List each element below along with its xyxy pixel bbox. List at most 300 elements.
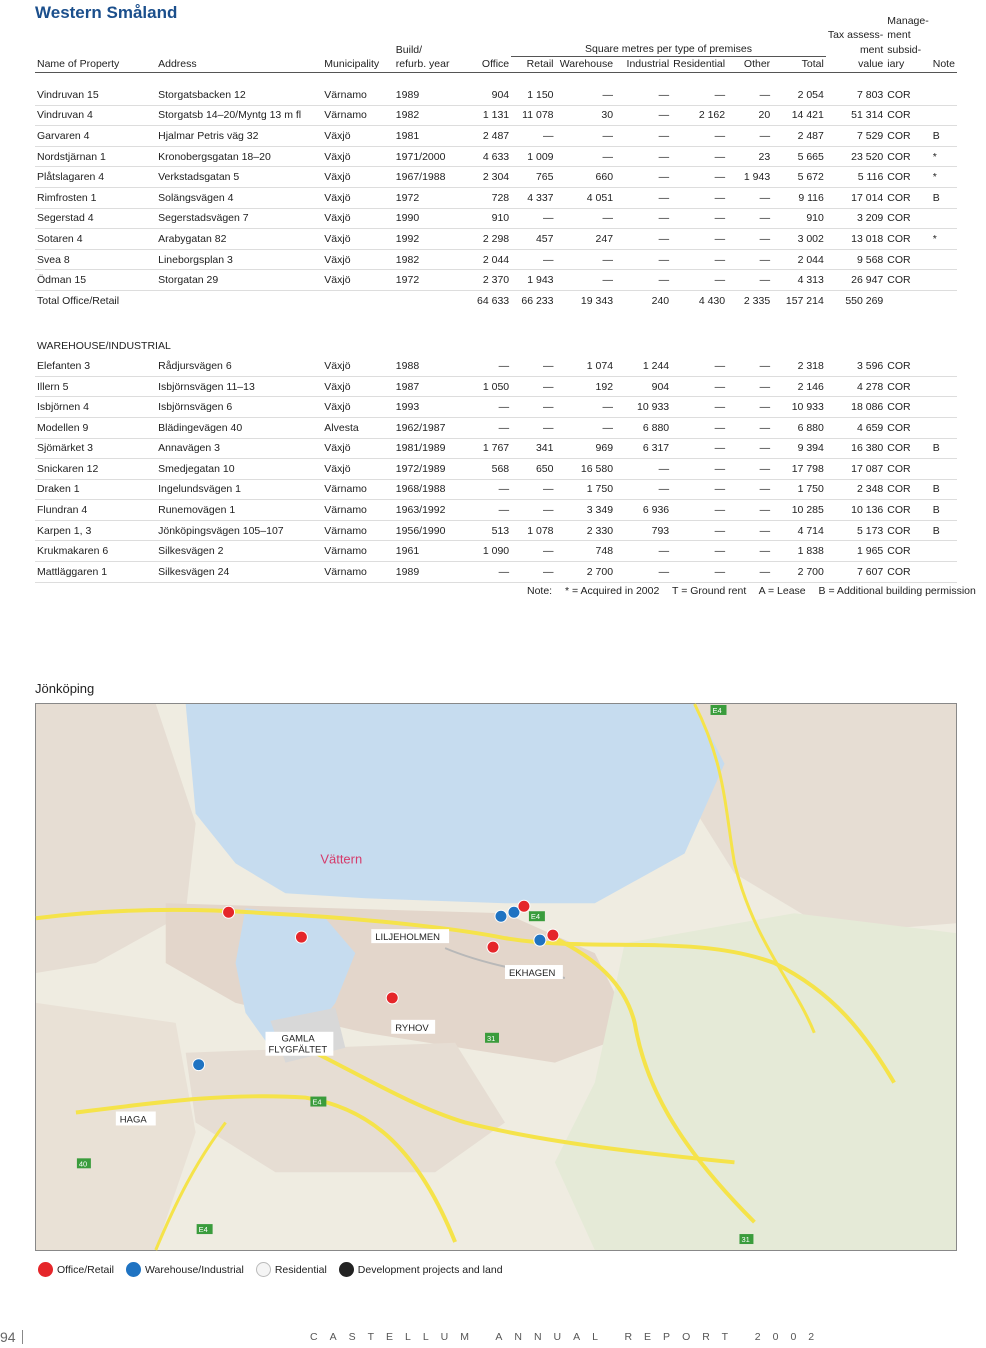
header-build-year: refurb. year [394,57,462,73]
section-header-row [35,335,957,356]
total-row [35,290,957,311]
table-cell: — [671,146,727,167]
table-cell: — [511,397,555,418]
marker-office[interactable] [223,906,235,918]
table-row [35,187,957,208]
header-industrial: Industrial [615,57,671,73]
table-cell: 1989 [394,562,462,583]
table-cell: Sotaren 4 [35,229,156,250]
table-row [35,479,957,500]
total-cell: 64 633 [477,294,510,307]
svg-text:31: 31 [487,1033,496,1043]
table-cell: Illern 5 [35,376,156,397]
table-cell: 9 116 [772,187,826,208]
table-cell: — [671,85,727,106]
marker-office[interactable] [547,929,559,941]
header-mgmt-1: Manage- [887,15,929,27]
table-cell: Växjö [322,229,394,250]
table-cell: 4 714 [772,520,826,541]
table-cell: 910 [462,208,511,229]
table-cell: COR [885,187,930,208]
table-cell: Hjalmar Petris väg 32 [156,126,322,147]
table-cell: Silkesvägen 24 [156,562,322,583]
table-cell: — [556,249,616,270]
table-cell: — [556,208,616,229]
table-cell: 2 054 [772,85,826,106]
table-cell: — [727,376,772,397]
table-cell: 1 150 [511,85,555,106]
table-cell: 1988 [394,356,462,377]
table-cell: — [462,356,511,377]
table-cell: Mattläggaren 1 [35,562,156,583]
table-cell: — [615,126,671,147]
table-cell: 3 349 [556,500,616,521]
marker-warehouse[interactable] [193,1059,205,1071]
table-cell: 5 173 [826,520,885,541]
table-cell: — [727,562,772,583]
table-cell: — [727,208,772,229]
table-header [35,14,957,73]
marker-office[interactable] [487,941,499,953]
note-legend [527,585,986,597]
table-cell: — [511,126,555,147]
table-cell: 1987 [394,376,462,397]
header-name: Name of Property [35,57,156,73]
table-cell: — [727,500,772,521]
table-cell: — [671,356,727,377]
table-row [35,376,957,397]
table-cell: — [615,229,671,250]
table-cell [931,562,957,583]
table-cell: Nordstjärnan 1 [35,146,156,167]
table-cell: 4 313 [772,270,826,291]
table-cell: 30 [556,105,616,126]
header-residential: Residential [671,57,727,73]
table-cell: 1967/1988 [394,167,462,188]
table-cell: Runemovägen 1 [156,500,322,521]
table-cell: 7 529 [826,126,885,147]
jonkoping-map [35,703,957,1251]
table-cell: 3 596 [826,356,885,377]
marker-office[interactable] [295,931,307,943]
svg-text:40: 40 [78,1159,88,1169]
table-cell: Plåtslagaren 4 [35,167,156,188]
table-cell: — [511,208,555,229]
table-cell: — [556,397,616,418]
table-cell: Växjö [322,438,394,459]
table-cell: 13 018 [826,229,885,250]
table-cell: COR [885,208,930,229]
table-cell: 2 318 [772,356,826,377]
table-cell: 9 568 [826,249,885,270]
table-row [35,270,957,291]
road-sign-e4-3 [310,1097,326,1107]
header-municipality: Municipality [322,57,394,73]
table-cell: 341 [511,438,555,459]
table-cell: Smedjegatan 10 [156,459,322,480]
table-cell: 17 087 [826,459,885,480]
legend-warehouse-dot [126,1262,141,1277]
table-row [35,126,957,147]
table-cell: — [615,459,671,480]
label-liljeholmen: LILJEHOLMEN [375,932,441,944]
table-cell: 4 659 [826,417,885,438]
note-ground-rent: T = Ground rent [672,585,747,597]
note-building-permission: B = Additional building permission [818,585,976,597]
table-cell: 1972 [394,270,462,291]
road-sign-e4-4 [197,1224,213,1234]
table-cell: — [671,541,727,562]
table-cell: COR [885,249,930,270]
table-cell: — [671,417,727,438]
table-cell: 1 131 [462,105,511,126]
table-cell: — [671,562,727,583]
table-cell: — [727,397,772,418]
table-cell: — [511,562,555,583]
table-cell: — [462,397,511,418]
svg-text:31: 31 [741,1235,750,1245]
table-cell: — [671,167,727,188]
table-cell: Lineborgsplan 3 [156,249,322,270]
table-cell: Karpen 1, 3 [35,520,156,541]
table-cell: 650 [511,459,555,480]
marker-warehouse[interactable] [495,910,507,922]
table-cell: COR [885,126,930,147]
table-cell: 10 285 [772,500,826,521]
table-cell: — [615,105,671,126]
table-cell: — [727,438,772,459]
table-cell: COR [885,167,930,188]
table-cell: — [727,270,772,291]
table-cell: — [727,356,772,377]
svg-text:E4: E4 [198,1225,208,1235]
table-cell: — [511,356,555,377]
table-cell: Växjö [322,167,394,188]
table-cell: B [931,126,957,147]
table-cell: 1962/1987 [394,417,462,438]
table-cell: — [511,500,555,521]
table-cell: 7 803 [826,85,885,106]
table-cell: 2 044 [772,249,826,270]
label-vattern: Vättern [320,851,363,867]
table-cell: 11 078 [511,105,555,126]
table-cell: — [727,520,772,541]
table-cell: 17 798 [772,459,826,480]
table-cell: Värnamo [322,105,394,126]
page-number-rule [22,1330,23,1344]
table-cell: — [671,187,727,208]
table-cell: 2 044 [462,249,511,270]
table-row [35,167,957,188]
table-cell: * [931,146,957,167]
table-cell: 969 [556,438,616,459]
header-mgmt-4: iary [885,57,930,73]
table-cell: Modellen 9 [35,417,156,438]
table-cell: — [511,376,555,397]
road-sign-e4-2 [529,911,545,921]
section-header: WAREHOUSE/INDUSTRIAL [37,340,171,353]
table-cell: — [615,541,671,562]
total-cell: 2 335 [743,294,771,307]
table-cell: 3 002 [772,229,826,250]
table-cell: 4 051 [556,187,616,208]
table-cell: COR [885,85,930,106]
header-mgmt-3: subsid- [887,43,922,56]
map-caption: Jönköping [35,681,95,696]
note-acquired: * = Acquired in 2002 [565,585,660,597]
table-cell: COR [885,146,930,167]
table-cell: 16 580 [556,459,616,480]
table-cell: 14 421 [772,105,826,126]
table-cell: — [511,249,555,270]
table-cell: 2 487 [462,126,511,147]
footer-report-title: CASTELLUM ANNUAL REPORT 2002 [310,1331,827,1343]
table-cell: 1 750 [772,479,826,500]
table-cell: — [615,249,671,270]
table-cell: COR [885,105,930,126]
table-cell: 1981 [394,126,462,147]
table-row [35,356,957,377]
table-cell: COR [885,479,930,500]
table-cell: 10 136 [826,500,885,521]
table-cell: Värnamo [322,500,394,521]
table-cell: B [931,500,957,521]
legend-residential: Residential [256,1262,327,1277]
table-cell: Jönköpingsvägen 105–107 [156,520,322,541]
table-cell: 10 933 [772,397,826,418]
table-cell [931,376,957,397]
table-cell: 1 838 [772,541,826,562]
table-cell: Värnamo [322,85,394,106]
table-cell: 2 370 [462,270,511,291]
page-number: 94 [0,1329,16,1345]
table-cell: — [556,146,616,167]
table-cell: Växjö [322,146,394,167]
svg-text:E4: E4 [712,705,722,715]
table-cell: — [615,187,671,208]
table-cell: 904 [615,376,671,397]
note-label: Note: [527,585,553,597]
lake-vattern [186,704,725,903]
table-cell: 5 672 [772,167,826,188]
table-cell [931,541,957,562]
table-cell: — [671,270,727,291]
table-cell: COR [885,417,930,438]
table-cell: — [511,479,555,500]
table-cell: COR [885,356,930,377]
table-cell: B [931,438,957,459]
table-cell: 1971/2000 [394,146,462,167]
table-cell: 20 [727,105,772,126]
table-cell: Växjö [322,459,394,480]
table-cell: Krukmakaren 6 [35,541,156,562]
table-cell: — [462,562,511,583]
table-cell: — [671,397,727,418]
table-cell: Växjö [322,356,394,377]
table-cell: — [556,126,616,147]
table-cell: 2 304 [462,167,511,188]
label-gamla: GAMLA [281,1033,315,1045]
map-svg [36,704,956,1250]
table-cell: Elefanten 3 [35,356,156,377]
table-cell: B [931,520,957,541]
legend-warehouse: Warehouse/Industrial [126,1262,244,1277]
table-cell: COR [885,459,930,480]
table-cell: 2 146 [772,376,826,397]
table-cell: Storgatsbacken 12 [156,85,322,106]
table-cell: 457 [511,229,555,250]
table-cell [931,208,957,229]
page-title: Western Småland [35,3,178,22]
table-cell: — [462,417,511,438]
road-sign-31-1 [485,1033,499,1043]
table-cell: 1968/1988 [394,479,462,500]
table-cell: — [556,85,616,106]
table-cell: COR [885,376,930,397]
table-cell: Segerstadsvägen 7 [156,208,322,229]
table-cell: — [671,126,727,147]
table-cell: — [727,187,772,208]
table-cell: 6 880 [772,417,826,438]
table-row [35,105,957,126]
total-label: Total Office/Retail [37,294,120,307]
road-sign-40 [77,1158,91,1168]
table-cell: Svea 8 [35,249,156,270]
table-cell: Storgatan 29 [156,270,322,291]
table-cell: — [615,146,671,167]
table-cell: 2 162 [671,105,727,126]
table-cell: COR [885,500,930,521]
table-cell: 1 050 [462,376,511,397]
table-cell: 2 330 [556,520,616,541]
table-cell: Vindruvan 4 [35,105,156,126]
table-cell: Silkesvägen 2 [156,541,322,562]
legend-office-dot [38,1262,53,1277]
table-cell: 247 [556,229,616,250]
table-cell: 6 880 [615,417,671,438]
legend-residential-dot [256,1262,271,1277]
table-cell: 910 [772,208,826,229]
table-cell: — [615,167,671,188]
table-cell: * [931,167,957,188]
table-cell: — [671,249,727,270]
header-square-metres: Square metres per type of premises [511,42,826,57]
table-cell: — [511,541,555,562]
table-row [35,85,957,106]
table-cell: Värnamo [322,479,394,500]
table-cell: Ingelundsvägen 1 [156,479,322,500]
table-cell: 7 607 [826,562,885,583]
table-cell: 1 943 [727,167,772,188]
table-cell: Växjö [322,270,394,291]
marker-office[interactable] [518,900,530,912]
table-cell: — [671,459,727,480]
note-lease: A = Lease [758,585,806,597]
legend-office: Office/Retail [38,1262,114,1277]
header-other: Other [727,57,772,73]
table-cell: Växjö [322,376,394,397]
road-sign-e4-1 [711,705,727,715]
table-row [35,146,957,167]
table-cell: Alvesta [322,417,394,438]
table-cell: 2 348 [826,479,885,500]
table-cell: 51 314 [826,105,885,126]
table-cell: 16 380 [826,438,885,459]
table-cell: 2 298 [462,229,511,250]
table-cell: 4 337 [511,187,555,208]
table-cell: 568 [462,459,511,480]
table-cell: Annavägen 3 [156,438,322,459]
table-cell: — [671,479,727,500]
label-haga: HAGA [119,1114,147,1126]
label-ryhov: RYHOV [395,1022,429,1034]
marker-office[interactable] [386,992,398,1004]
table-cell: — [671,520,727,541]
legend-development: Development projects and land [339,1262,503,1277]
table-cell: 1 078 [511,520,555,541]
table-cell [931,397,957,418]
table-cell: Ödman 15 [35,270,156,291]
table-cell: — [556,270,616,291]
table-cell: 23 520 [826,146,885,167]
table-cell: Draken 1 [35,479,156,500]
table-cell: 2 487 [772,126,826,147]
table-cell: 2 700 [772,562,826,583]
marker-warehouse[interactable] [534,934,546,946]
svg-text:E4: E4 [530,912,541,922]
table-row [35,459,957,480]
table-cell: 6 936 [615,500,671,521]
svg-text:E4: E4 [312,1097,322,1107]
table-cell: 793 [615,520,671,541]
table-cell: — [462,500,511,521]
table-cell: 1981/1989 [394,438,462,459]
table-cell: Verkstadsgatan 5 [156,167,322,188]
table-row [35,438,957,459]
header-build-top: Build/ [395,43,423,56]
table-cell [931,270,957,291]
table-cell: 9 394 [772,438,826,459]
table-row [35,208,957,229]
total-cell: 157 214 [785,294,824,307]
table-cell: 1 965 [826,541,885,562]
table-cell: 192 [556,376,616,397]
table-cell [931,105,957,126]
table-cell: 10 933 [615,397,671,418]
total-cell: 4 430 [698,294,726,307]
table-cell: Växjö [322,187,394,208]
total-cell: 240 [651,294,670,307]
map-legend [38,1262,515,1277]
table-cell: — [727,479,772,500]
table-cell: COR [885,229,930,250]
table-cell: — [671,229,727,250]
table-cell: 904 [462,85,511,106]
table-cell: Isbjörnsvägen 6 [156,397,322,418]
table-cell: — [462,479,511,500]
table-cell: — [615,208,671,229]
table-cell: 660 [556,167,616,188]
table-cell: Växjö [322,126,394,147]
table-cell: Växjö [322,397,394,418]
table-cell: Arabygatan 82 [156,229,322,250]
table-cell [931,417,957,438]
table-cell: Värnamo [322,562,394,583]
table-cell: Isbjörnen 4 [35,397,156,418]
table-cell: 1 750 [556,479,616,500]
header-tax-3: value [826,57,885,73]
label-ekhagen: EKHAGEN [508,968,556,980]
